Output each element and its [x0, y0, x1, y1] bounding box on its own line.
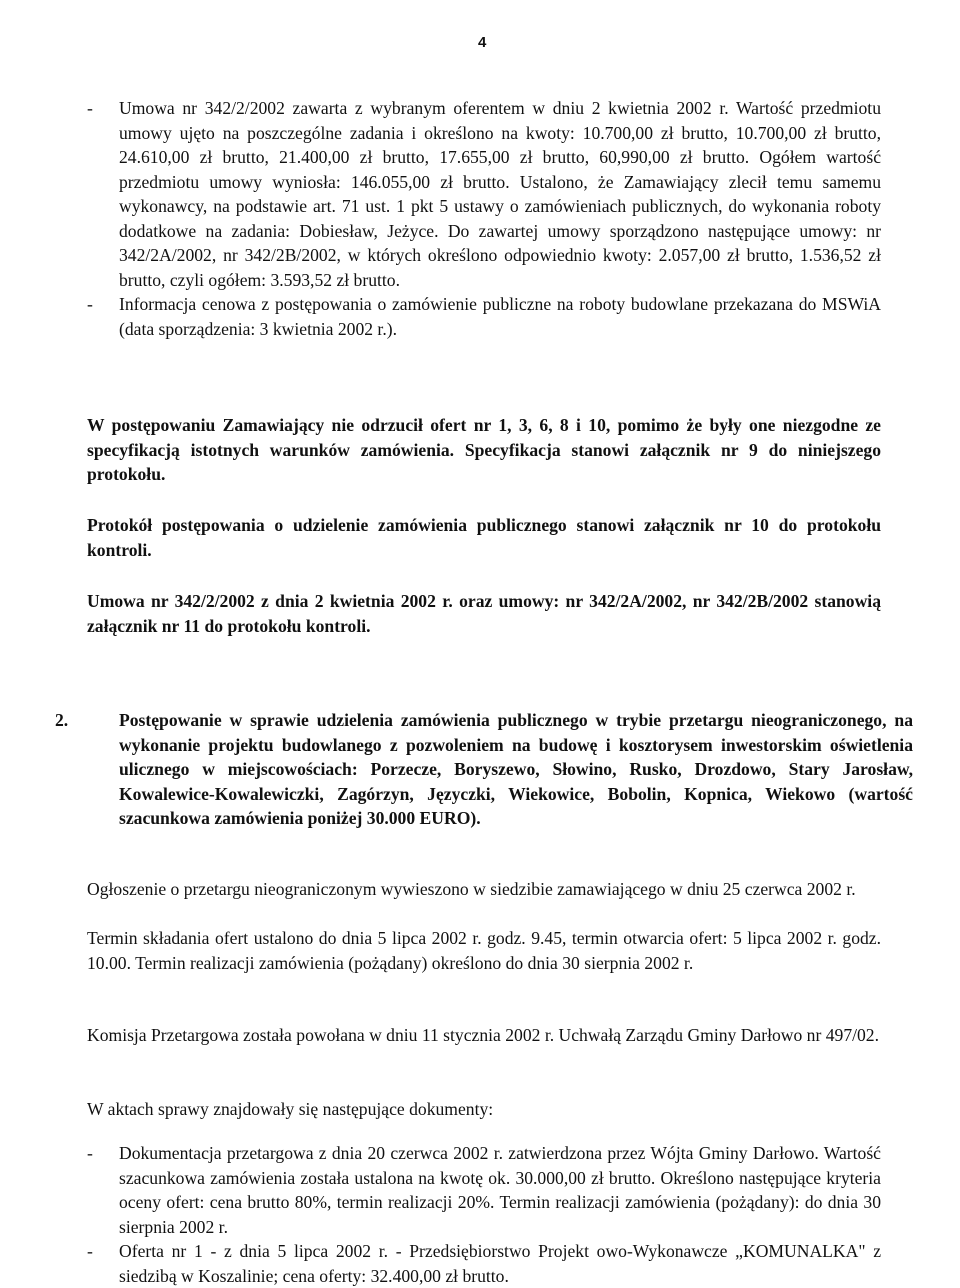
top-bullet-list — [87, 96, 881, 341]
section-number: 2. — [55, 710, 69, 730]
bullet-dash: - — [87, 1241, 93, 1261]
list-item-text: Informacja cenowa z postępowania o zamówienie publiczne na roboty budowlane przekazana do MSWiA (data sporządzenia: 3 kwietnia 2002 r.). — [119, 294, 881, 339]
bullet-dash: - — [87, 294, 93, 314]
section-heading — [55, 708, 913, 831]
list-item-text: Dokumentacja przetargowa z dnia 20 czerwca 2002 r. zatwierdzona przez Wójta Gminy Darłowo. Wartość szacunkowa zamówienia została ustalona na kwotę ok. 30.000,00 zł brutto. Określono następujące kryteria oceny ofert: cena brutto 80%, termin realizacji 20%. Termin realizacji zamówienia (pożądany): do dnia 30 sierpnia 2002 r. — [119, 1143, 881, 1237]
list-item-text: Oferta nr 1 - z dnia 5 lipca 2002 r. - Przedsiębiorstwo Projekt owo-Wykonawcze „KOMUNALKA" z siedzibą w Koszalinie; cena oferty: 32.400,00 zł brutto. — [119, 1241, 881, 1286]
bullet-dash: - — [87, 1143, 93, 1163]
bold-paragraph-rejected-offers: W postępowaniu Zamawiający nie odrzucił ofert nr 1, 3, 6, 8 i 10, pomimo że były one niezgodne ze specyfikacją istotnych warunków zamówienia. Specyfikacja stanowi załącznik nr 9 do niniejszego protokołu. — [87, 415, 881, 484]
paragraph-announcement: Ogłoszenie o przetargu nieograniczonym wywieszono w siedzibie zamawiającego w dniu 25 czerwca 2002 r. — [87, 879, 856, 899]
list-item — [87, 96, 881, 292]
paragraph-commission: Komisja Przetargowa została powołana w dniu 11 stycznia 2002 r. Uchwałą Zarządu Gminy Darłowo nr 497/02. — [87, 1025, 880, 1045]
bottom-bullet-list — [87, 1141, 881, 1288]
bullet-dash: - — [87, 98, 93, 118]
list-item — [87, 1239, 881, 1288]
page-number: 4 — [478, 34, 487, 51]
paragraph-deadlines: Termin składania ofert ustalono do dnia 5 lipca 2002 r. godz. 9.45, termin otwarcia ofert: 5 lipca 2002 r. godz. 10.00. Termin realizacji zamówienia (pożądany) określono do dnia 30 sierpnia 2002 r. — [87, 928, 881, 973]
list-item — [87, 292, 881, 341]
bold-paragraph-protocol: Protokół postępowania o udzielenie zamówienia publicznego stanowi załącznik nr 10 do protokołu kontroli. — [87, 515, 881, 560]
list-item-text: Umowa nr 342/2/2002 zawarta z wybranym oferentem w dniu 2 kwietnia 2002 r. Wartość przedmiotu umowy ujęto na poszczególne zadania i określono na kwoty: 10.700,00 zł brutto, 10.700,00 zł brutto, 24.610,00 zł brutto, 21.400,00 zł brutto, 17.655,00 zł brutto, 60,990,00 zł brutto. Ogółem wartość przedmiotu umowy wyniosła: 146.055,00 zł brutto. Ustalono, że Zamawiający zlecił temu samemu wykonawcy, na podstawie art. 71 ust. 1 pkt 5 ustawy o zamówieniach publicznych, do wykonania roboty dodatkowe na zadania: Dobiesław, Jeżyce. Do zawartej umowy sporządzono następujące umowy: nr 342/2A/2002, nr 342/2B/2002, w których określono odpowiednio kwoty: 2.057,00 zł brutto, 1.536,52 zł brutto, czyli ogółem: 3.593,52 zł brutto. — [119, 98, 881, 290]
section-title: Postępowanie w sprawie udzielenia zamówienia publicznego w trybie przetargu nieograniczonego, na wykonanie projektu budowlanego z pozwoleniem na budowę i kosztorysem inwestorskim oświetlenia ulicznego w miejscowościach: Porzecze, Boryszewo, Słowino, Rusko, Drozdowo, Stary Jarosław, Kowalewice-Kowalewiczki, Zagórzyn, Języczki, Wiekowice, Bobolin, Kopnica, Wiekowo (wartość szacunkowa zamówienia poniżej 30.000 EURO). — [119, 710, 913, 828]
bold-paragraph-contract: Umowa nr 342/2/2002 z dnia 2 kwietnia 2002 r. oraz umowy: nr 342/2A/2002, nr 342/2B/2002 stanowią załącznik nr 11 do protokołu kontroli. — [87, 591, 881, 636]
paragraph-documents-intro: W aktach sprawy znajdowały się następujące dokumenty: — [87, 1099, 494, 1119]
list-item — [87, 1141, 881, 1239]
